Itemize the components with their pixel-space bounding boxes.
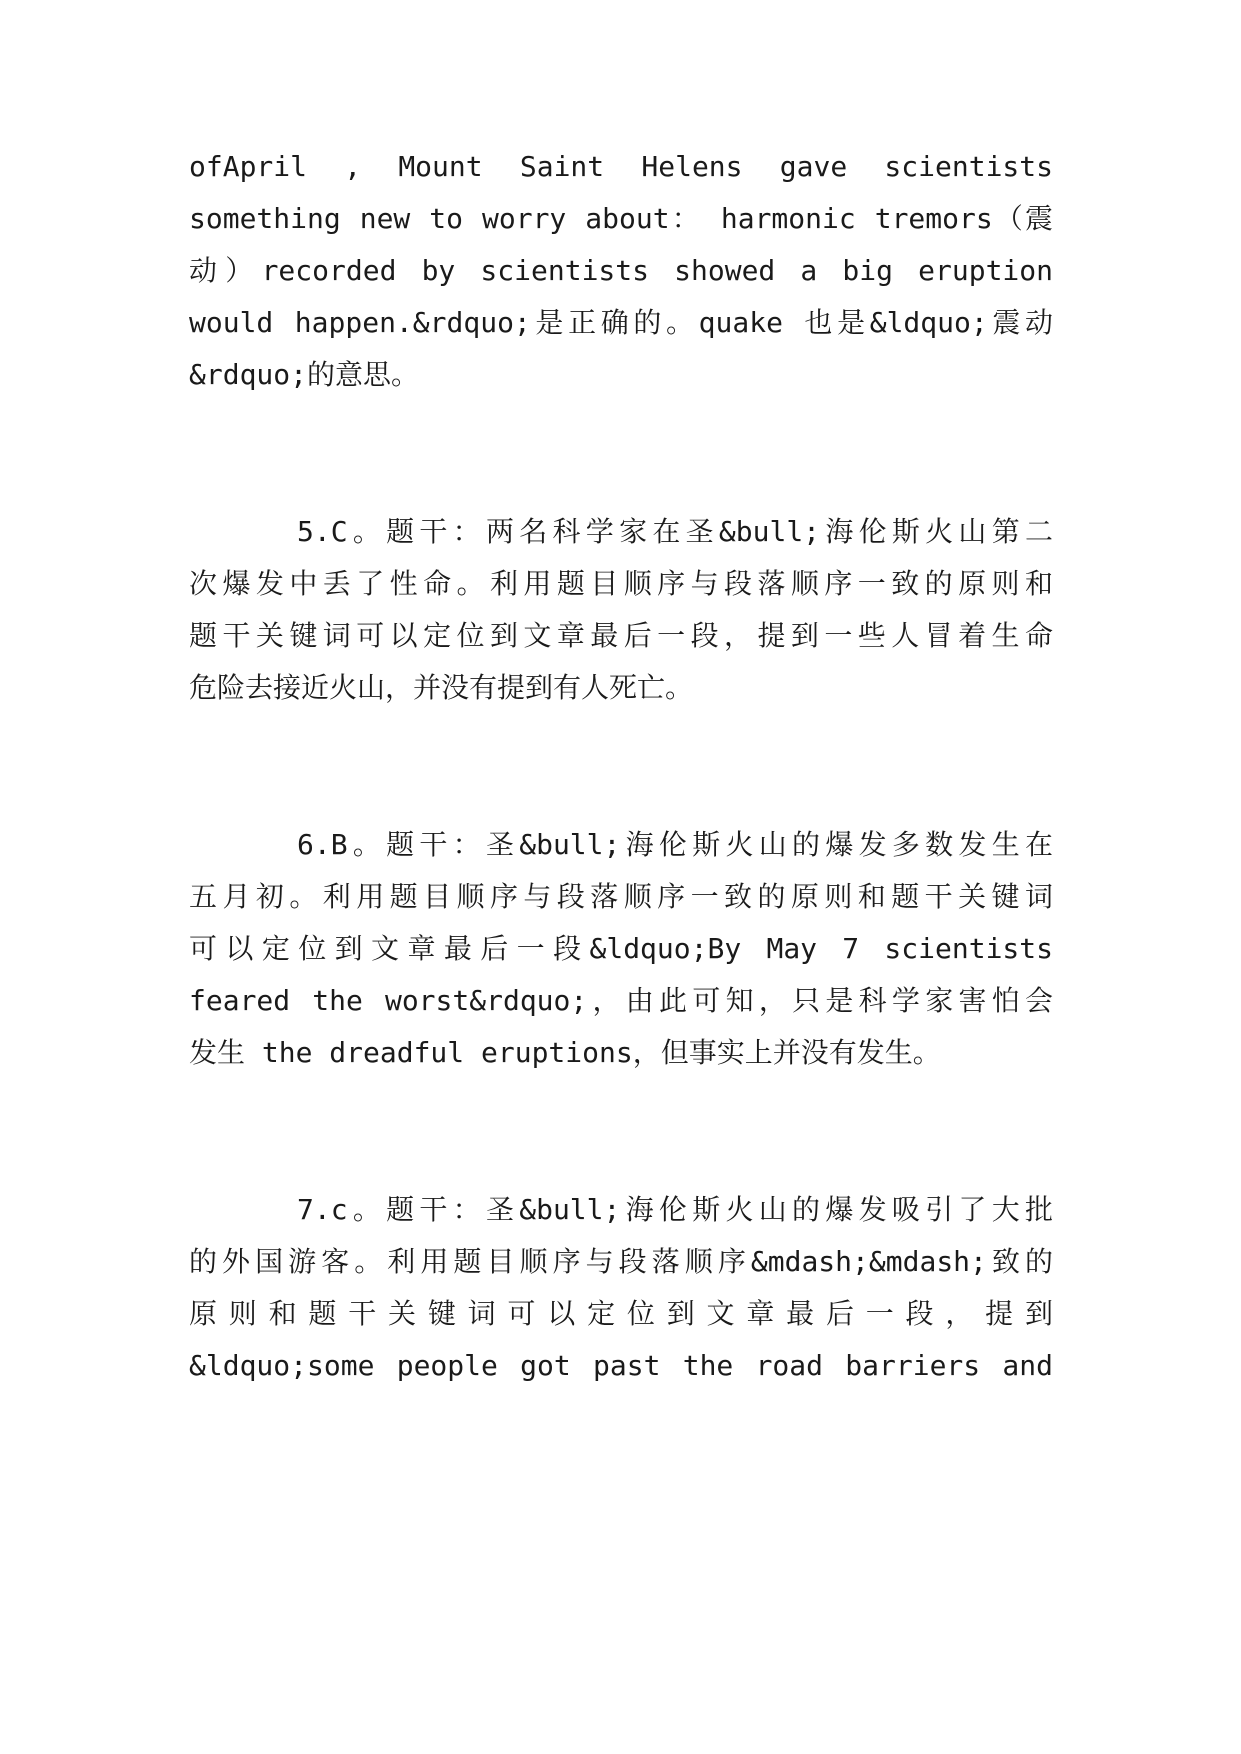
- answer-5-line: 5.C。题干：两名科学家在圣&bull;海伦斯火山第二: [297, 515, 1053, 548]
- answer-5-line: 次爆发中丢了性命。利用题目顺序与段落顺序一致的原则和: [189, 567, 1053, 600]
- paragraph-line: something new to worry about： harmonic tremors（震: [189, 202, 1053, 235]
- answer-7-line: &ldquo;some people got past the road barriers and: [189, 1349, 1053, 1382]
- paragraph-line: would happen.&rdquo;是正确的。quake 也是&ldquo;震动: [189, 306, 1053, 339]
- answer-6-line: 发生 the dreadful eruptions，但事实上并没有发生。: [189, 1036, 941, 1069]
- paragraph-line: &rdquo;的意思。: [189, 358, 420, 391]
- answer-6-line: 五月初。利用题目顺序与段落顺序一致的原则和题干关键词: [189, 880, 1053, 913]
- answer-5-line: 危险去接近火山，并没有提到有人死亡。: [189, 671, 694, 704]
- answer-6-line: 可以定位到文章最后一段&ldquo;By May 7 scientists: [189, 932, 1053, 965]
- paragraph-line: 动）recorded by scientists showed a big eruption: [189, 254, 1053, 287]
- answer-7-line: 7.c。题干：圣&bull;海伦斯火山的爆发吸引了大批: [297, 1193, 1053, 1226]
- answer-7-line: 的外国游客。利用题目顺序与段落顺序&mdash;&mdash;致的: [189, 1245, 1053, 1278]
- paragraph-line: ofApril , Mount Saint Helens gave scientists: [189, 150, 1053, 183]
- answer-6-line: 6.B。题干：圣&bull;海伦斯火山的爆发多数发生在: [297, 828, 1053, 861]
- answer-7-line: 原则和题干关键词可以定位到文章最后一段，提到: [189, 1297, 1053, 1330]
- answer-6-line: feared the worst&rdquo;，由此可知，只是科学家害怕会: [189, 984, 1053, 1017]
- answer-5-line: 题干关键词可以定位到文章最后一段，提到一些人冒着生命: [189, 619, 1053, 652]
